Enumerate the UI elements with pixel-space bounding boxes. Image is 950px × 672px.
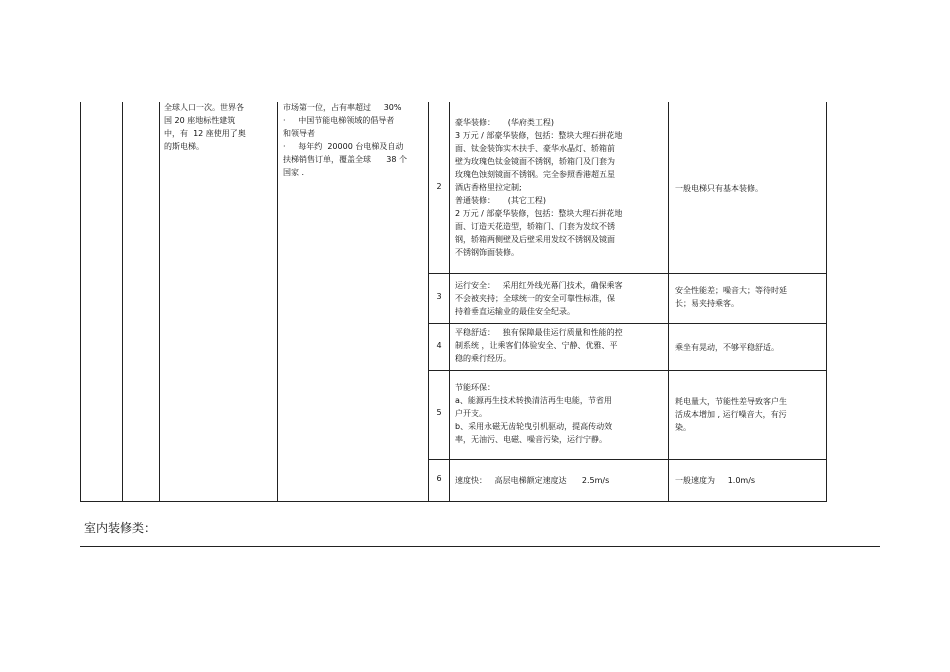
comparison-cell bbox=[675, 341, 825, 354]
row-divider bbox=[428, 273, 827, 274]
text-line: 一般电梯只有基本装修。 bbox=[675, 184, 763, 193]
text-line: · 中国节能电梯领域的倡导者 bbox=[283, 116, 395, 125]
column-divider bbox=[449, 102, 450, 502]
text-line: 国家 . bbox=[283, 168, 305, 177]
column-divider bbox=[277, 102, 278, 502]
text-line: 染。 bbox=[675, 423, 691, 432]
table-right-border bbox=[826, 102, 827, 502]
text-line: 节能环保： bbox=[455, 383, 495, 392]
section-heading: 室内装修类： bbox=[84, 521, 157, 535]
column-divider bbox=[159, 102, 160, 502]
comparison-cell bbox=[675, 182, 825, 195]
text-line: 钢，轿箱两侧壁及后壁采用发纹不锈钢及镜面 bbox=[455, 235, 615, 244]
text-line: 扶梯销售订单，覆盖全球 38 个 bbox=[283, 155, 407, 164]
horizontal-rule bbox=[80, 546, 880, 547]
row-number: 4 bbox=[436, 341, 442, 350]
text-line: 速度快： 高层电梯额定速度达 2.5m/s bbox=[455, 476, 610, 485]
text-line: a、能源再生技术转换清洁再生电能，节省用 bbox=[455, 396, 612, 405]
feature-cell bbox=[455, 381, 667, 446]
feature-cell bbox=[455, 116, 667, 259]
text-line: 国 20 座地标性建筑 bbox=[164, 116, 236, 125]
column-divider bbox=[122, 102, 123, 502]
text-line: 3 万元 / 部豪华装修，包括：整块大理石拼花地 bbox=[455, 131, 623, 140]
text-line: 面、钛金装饰实木扶手、豪华水晶灯、轿箱前 bbox=[455, 144, 615, 153]
text-line: 的斯电梯。 bbox=[164, 142, 204, 151]
text-line: 2 万元 / 部豪华装修，包括：整块大理石拼花地 bbox=[455, 209, 623, 218]
text-line: 和领导者 bbox=[283, 129, 315, 138]
table-left-border bbox=[80, 102, 81, 502]
comparison-cell bbox=[675, 284, 825, 310]
text-line: 长；易夹持乘客。 bbox=[675, 299, 739, 308]
text-line: · 每年约 20000 台电梯及自动 bbox=[283, 142, 404, 151]
row-number: 5 bbox=[436, 408, 442, 417]
text-line: 平稳舒适： 独有保障最佳运行质量和性能的控 bbox=[455, 328, 623, 337]
text-line: 耗电量大，节能性差导致客户生 bbox=[675, 397, 787, 406]
column-divider bbox=[668, 102, 669, 502]
text-line: 豪华装修： (华府类工程) bbox=[455, 118, 554, 127]
row-number: 6 bbox=[436, 474, 442, 483]
text-line: 户开支。 bbox=[455, 409, 487, 418]
text-line: 不锈钢饰面装修。 bbox=[455, 248, 519, 257]
text-line: 制系统 ，让乘客们体验安全、宁静、优雅、平 bbox=[455, 341, 618, 350]
text-line: 全球人口一次。世界各 bbox=[164, 103, 244, 112]
text-line: 壁为玫瑰色钛金镜面不锈钢，轿箱门及门套为 bbox=[455, 157, 615, 166]
text-line: 率，无油污、电磁、噪音污染，运行宁静。 bbox=[455, 435, 607, 444]
continued-cell-col3 bbox=[164, 101, 274, 153]
text-line: 面、订造天花造型，轿箱门、门套为发纹不锈 bbox=[455, 222, 615, 231]
row-divider bbox=[428, 459, 827, 460]
column-divider bbox=[428, 102, 429, 502]
text-line: 活成本增加 , 运行噪音大，有污 bbox=[675, 410, 787, 419]
text-line: 市场第一位，占有率超过 30% bbox=[283, 103, 402, 112]
row-divider bbox=[428, 323, 827, 324]
text-line: 玫瑰色蚀刻镜面不锈钢。完全参照香港超五星 bbox=[455, 170, 615, 179]
continued-cell-col4 bbox=[283, 101, 428, 179]
text-line: 持着垂直运输业的最佳安全纪录。 bbox=[455, 307, 575, 316]
text-line: 普通装修： (其它工程) bbox=[455, 196, 546, 205]
text-line: 中，有 12 座使用了奥 bbox=[164, 129, 246, 138]
text-line: 稳的乘行经历。 bbox=[455, 354, 511, 363]
text-line: 一般速度为 1.0m/s bbox=[675, 476, 756, 485]
comparison-cell bbox=[675, 474, 825, 487]
text-line: 乘坐有晃动，不够平稳舒适。 bbox=[675, 343, 779, 352]
row-number: 2 bbox=[436, 182, 442, 191]
feature-cell bbox=[455, 326, 667, 365]
table-bottom-border bbox=[80, 501, 827, 502]
text-line: 安全性能差；噪音大；等待时延 bbox=[675, 286, 787, 295]
text-line: b、采用永磁无齿轮曳引机驱动，提高传动效 bbox=[455, 422, 613, 431]
comparison-cell bbox=[675, 395, 825, 434]
text-line: 酒店香格里拉定制; bbox=[455, 183, 522, 192]
row-number: 3 bbox=[436, 292, 442, 301]
row-divider bbox=[428, 370, 827, 371]
feature-cell bbox=[455, 279, 667, 318]
feature-cell bbox=[455, 474, 667, 487]
text-line: 不会被夹持；全球统一的安全可靠性标准，保 bbox=[455, 294, 615, 303]
text-line: 运行安全： 采用红外线光幕门技术，确保乘客 bbox=[455, 281, 623, 290]
